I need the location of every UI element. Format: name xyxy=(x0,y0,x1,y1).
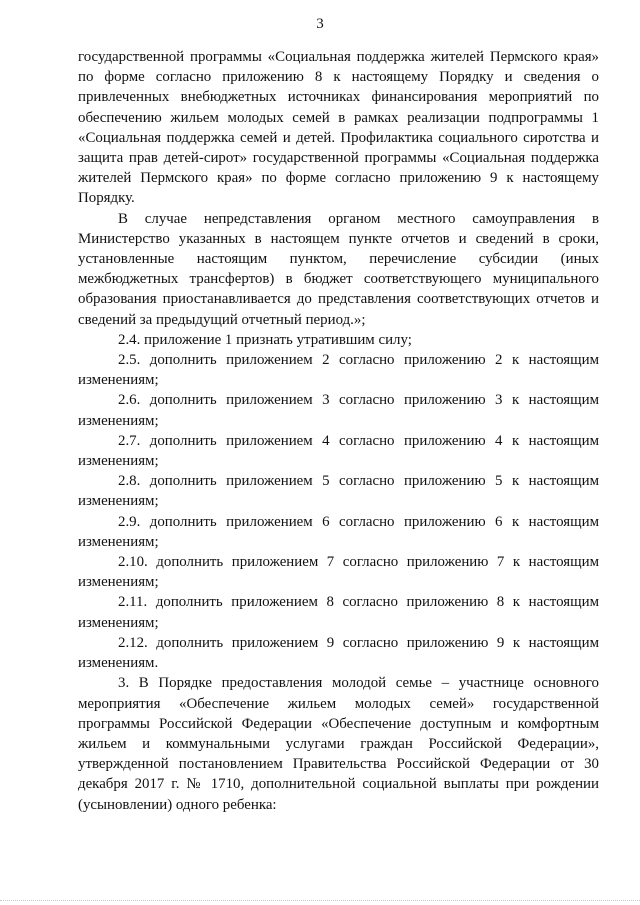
paragraph-item-2-6: 2.6. дополнить приложением 3 согласно приложению 3 к настоящим изменениям; xyxy=(78,392,599,429)
paragraph-item-2-7: 2.7. дополнить приложением 4 согласно приложению 4 к настоящим изменениям; xyxy=(78,432,599,470)
paragraph-continuation: государственной программы «Социальная поддержка жителей Пермского края» по форме согласно приложению 8 к настоящему Порядку и сведения о привлеченных внебюджетных источниках финансирования мероприятий по обеспечению жильем молодых семей в рамках реализации подпрограммы 1 «Социальная поддержка семей и детей. Профилактика социального сиротства и защита прав детей-сирот» государственной программы «Социальная поддержка жителей Пермского края» по форме согласно приложению 9 к настоящему Порядку. xyxy=(78,49,599,207)
paragraph-non-submission: В случае непредставления органом местного самоуправления в Министерство указанных в настоящем пункте отчетов и сведений в сроки, установленные настоящим пунктом, перечисление субсидии (иных межбюджетных трансфертов) в бюджет соответствующего муниципального образования приостанавливается до представления соответствующих отчетов и сведений за предыдущий отчетный период.»; xyxy=(78,210,599,328)
paragraph-item-2-9: 2.9. дополнить приложением 6 согласно приложению 6 к настоящим изменениям; xyxy=(78,513,599,550)
scan-edge-divider xyxy=(0,900,640,901)
paragraph-item-2-10: 2.10. дополнить приложением 7 согласно приложению 7 к настоящим изменениям; xyxy=(78,554,599,591)
paragraph-item-2-8: 2.8. дополнить приложением 5 согласно приложению 5 к настоящим изменениям; xyxy=(78,473,599,510)
paragraph-item-2-5: 2.5. дополнить приложением 2 согласно приложению 2 к настоящим изменениям; xyxy=(78,352,599,389)
paragraph-item-2-11: 2.11. дополнить приложением 8 согласно приложению 8 к настоящим изменениям; xyxy=(78,594,599,631)
page-number: 3 xyxy=(316,16,324,32)
paragraph-item-2-12: 2.12. дополнить приложением 9 согласно приложению 9 к настоящим изменениям. xyxy=(78,634,599,672)
paragraph-item-2-4: 2.4. приложение 1 признать утратившим силу; xyxy=(118,331,412,348)
document-body xyxy=(78,47,599,815)
paragraph-item-3: 3. В Порядке предоставления молодой семье – участнице основного мероприятия «Обеспечение жильем молодых семей» государственной программы Российской Федерации «Обеспечение доступным и комфортным жильем и коммунальными услугами граждан Российской Федерации», утвержденной постановлением Правительства Российской Федерации от 30 декабря 2017 г. № 1710, дополнительной социальной выплаты при рождении (усыновлении) одного ребенка: xyxy=(78,675,599,813)
